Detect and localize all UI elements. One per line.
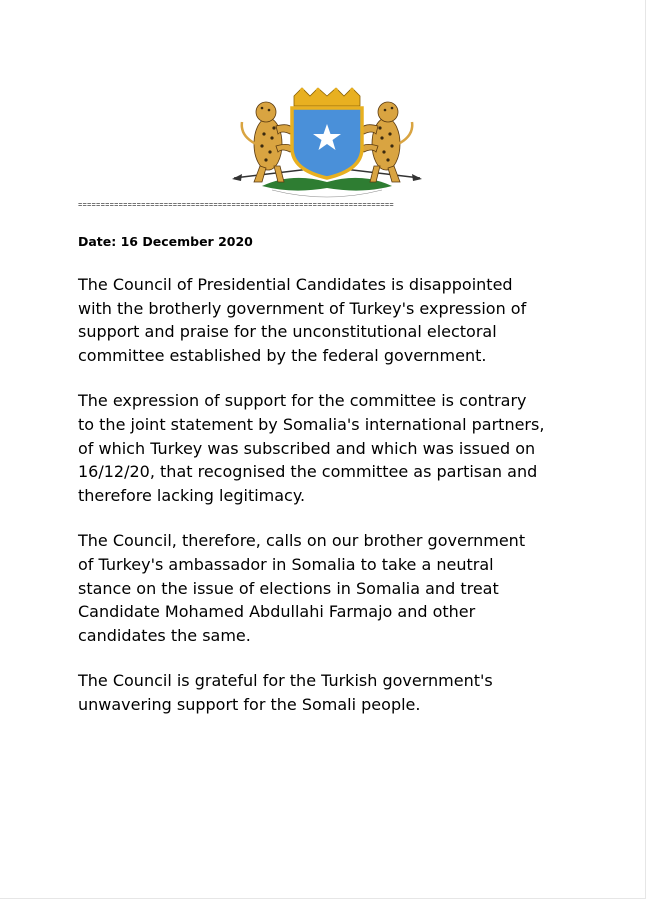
document-date: Date: 16 December 2020 bbox=[78, 234, 253, 249]
statement-body bbox=[78, 273, 578, 739]
paragraph-call-neutrality: The Council, therefore, calls on our brother government of Turkey's ambassador in Somalia to take a neutral stance on the issue of elections in Somalia and treat Candidate Mohamed Abdullahi Farmajo and other candidates the same. bbox=[78, 531, 526, 645]
separator-line: ====================================================================== bbox=[78, 202, 394, 210]
paragraph-joint-statement: The expression of support for the committee is contrary to the joint statement by Somalia's international partners, of which Turkey was subscribed and which was issued on 16/12/20, that recognised the committee as partisan and therefore lacking legitimacy. bbox=[78, 391, 545, 505]
paragraph-gratitude: The Council is grateful for the Turkish government's unwavering support for the Somali people. bbox=[78, 671, 493, 714]
somalia-coat-of-arms-icon bbox=[232, 86, 422, 200]
paragraph-disappointment: The Council of Presidential Candidates is disappointed with the brotherly government of Turkey's expression of support and praise for the unconstitutional electoral committee established by the federal government. bbox=[78, 275, 527, 365]
